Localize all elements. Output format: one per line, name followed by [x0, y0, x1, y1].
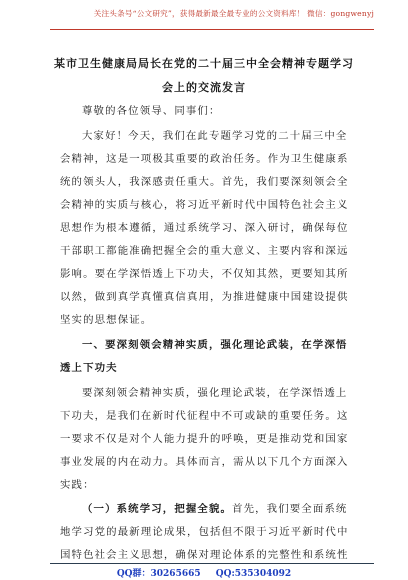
header-promo-text: 关注头条号“公文研究”，获得最新最全最专业的公文资料库！ 微信：gongwenyj [93, 9, 374, 18]
subsection-line [82, 500, 347, 515]
paragraph-line: 以然，做到真学真懂真信真用，为推进健康中国建设提供 [60, 291, 349, 303]
paragraph-line: 地学习党的最新理论成果，包括但不限于习近平新时代中 [60, 526, 349, 538]
paragraph-line: 实践： [60, 479, 95, 491]
paragraph-line: 大家好！今天，我们在此专题学习党的二十届三中全 [82, 130, 348, 142]
footer-qq-group: QQ群：30265665 [116, 569, 201, 579]
document-title-line-1: 某市卫生健康局局长在党的二十届三中全会精神专题学习 [54, 57, 354, 70]
paragraph-line: 事业发展的内在动力。具体而言，需从以下几个方面深入 [60, 456, 349, 468]
page-header [0, 0, 408, 34]
paragraph-line: 思想作为根本遵循，通过系统学习、深入研讨，确保每位 [60, 222, 349, 234]
subsection-text: 首先，我们要全面系统 [232, 503, 348, 515]
paragraph-line: 一要求不仅是对个人能力提升的呼唤，更是推动党和国家 [60, 433, 349, 445]
section-heading-line-2: 透上下功夫 [60, 362, 118, 374]
footer-qq-number: QQ:535304092 [215, 569, 292, 579]
paragraph-line: 坚实的思想保证。 [60, 314, 153, 326]
paragraph-line: 统的领头人，我深感责任重大。首先，我们要深刻领会全 [60, 176, 349, 188]
paragraph-line: 会精神的实质与核心，将习近平新时代中国特色社会主义 [60, 199, 349, 211]
paragraph-line: 要深刻领会精神实质，强化理论武装，在学深悟透上 [82, 387, 348, 399]
page-footer [0, 566, 408, 579]
paragraph-line: 国特色社会主义思想，确保对理论体系的完整性和系统性 [60, 549, 349, 561]
paragraph-line: 下功夫，是我们在新时代征程中不可或缺的重要任务。这 [60, 410, 349, 422]
section-heading-line-1: 一、要深刻领会精神实质，强化理论武装，在学深悟 [82, 339, 348, 351]
paragraph-line: 干部职工都能准确把握全会的重大意义、主要内容和深远 [60, 245, 349, 257]
salutation: 尊敬的各位领导、同事们： [82, 105, 221, 117]
paragraph-line: 影响。要在学深悟透上下功夫，不仅知其然，更要知其所 [60, 268, 349, 280]
footer-rule [50, 563, 374, 564]
document-title-line-2: 会上的交流发言 [162, 81, 246, 94]
paragraph-line: 会精神，这是一项极其重要的政治任务。作为卫生健康系 [60, 153, 349, 165]
subsection-heading: （一）系统学习，把握全貌。 [82, 503, 233, 515]
header-rule [50, 29, 374, 30]
